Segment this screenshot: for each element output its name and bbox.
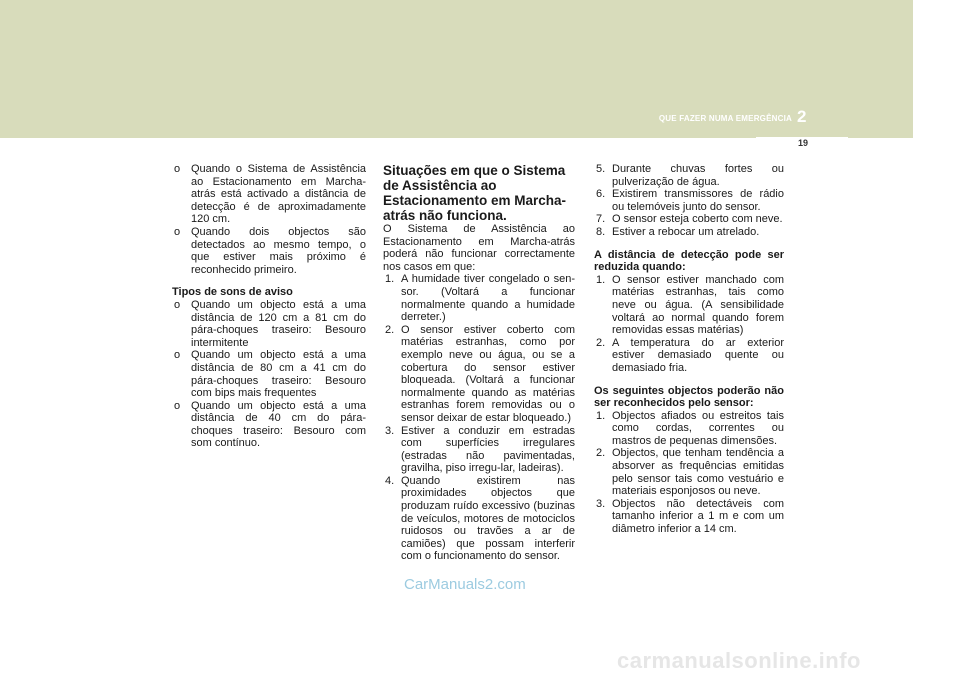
list-item-text: Quando dois objectos são detectados ao mesmo tempo, o que estiver mais próximo é reconhecido primeiro. (191, 225, 366, 276)
footer-watermark: carmanualsonline.info (617, 648, 861, 673)
list-item-text: O sensor estiver manchado com matérias estranhas, tais como neve ou água. (A sensibilidade voltará ao normal quando forem removidas essas matérias) (612, 273, 784, 337)
list-item (594, 337, 784, 375)
list-marker: 1. (596, 273, 606, 286)
list-item (594, 163, 784, 188)
section-title: QUE FAZER NUMA EMERGÊNCIA (658, 114, 792, 123)
intro-paragraph: O Sistema de Assistência ao Estacionamento em Marcha-atrás poderá não funcionar correctamente nos casos em que: (383, 223, 575, 273)
list-marker: 1. (385, 273, 395, 286)
list-item (594, 213, 784, 226)
list-item (594, 498, 784, 536)
list-item-text: Estiver a rebocar um atrelado. (612, 225, 760, 238)
unrecognized-objects-heading: Os seguintes objectos poderão não ser reconhecidos pelo sensor: (594, 384, 784, 410)
list-marker: o (174, 298, 181, 311)
list-item-text: Objectos, que tenham tendência a absorver as frequências emitidas pelo sensor tais como vestuário e materiais esponjosos ou neve. (612, 447, 784, 498)
list-marker: 1. (596, 409, 606, 422)
reduced-distance-heading: A distância de detecção pode ser reduzida quando: (594, 248, 784, 274)
list-marker: o (174, 349, 181, 362)
bullet-list-top (172, 163, 366, 276)
list-item-text: Objectos afiados ou estreitos tais como cordas, correntes ou mastros de pequenas dimensões. (612, 409, 784, 447)
list-item-text: Quando um objecto está a uma distância de 40 cm do pára-choques traseiro: Besouro com som contínuo. (191, 399, 366, 450)
numbered-list-unrecognized-objects (594, 410, 784, 536)
list-item-text: Objectos não detectáveis com tamanho inferior a 1 m e com um diâmetro inferior a 14 cm. (612, 497, 784, 536)
list-item (594, 410, 784, 448)
numbered-list-reduced-distance (594, 274, 784, 375)
column-1 (172, 163, 366, 450)
section-heading: Situações em que o Sistema de Assistência ao Estacionamento em Marcha-atrás não funciona. (383, 163, 567, 223)
numbered-list-continued (594, 163, 784, 239)
list-item-text: Quando um objecto está a uma distância de 80 cm a 41 cm do pára-choques traseiro: Besouro com bips mais frequentes (191, 349, 366, 400)
list-marker: 2. (596, 447, 606, 460)
list-item (594, 447, 784, 497)
list-item (594, 274, 784, 337)
list-item-text: A humidade tiver congelado o sen-sor. (Voltará a funcionar normalmente quando a humidade derreter.) (401, 273, 575, 324)
list-item (172, 299, 366, 349)
list-item-text: Quando o Sistema de Assistência ao Estacionamento em Marcha-atrás está activado a distância de detecção é de aproximadamente 120 cm. (191, 163, 366, 226)
list-item-text: A temperatura do ar exterior estiver demasiado quente ou demasiado fria. (612, 336, 784, 374)
list-marker: o (174, 225, 181, 238)
list-item-text: O sensor esteja coberto com neve. (612, 213, 783, 226)
section-number: 2 (797, 107, 807, 126)
list-item-text: O sensor estiver coberto com matérias estranhas, como por exemplo neve ou água, ou se a cobertura do sensor estiver bloqueada. (Voltará a funcionar normalmente quando as matérias estranhas forem removidas ou o sensor deixar de estar bloqueado.) (401, 323, 575, 424)
list-item (383, 324, 575, 425)
list-marker: 7. (596, 213, 606, 226)
list-marker: 5. (596, 163, 606, 175)
numbered-list (383, 273, 575, 563)
list-item (172, 349, 366, 399)
list-marker: 2. (596, 336, 606, 349)
column-3 (594, 163, 784, 536)
list-item-text: Durante chuvas fortes ou pulverização de água. (612, 163, 784, 188)
list-item (172, 400, 366, 450)
list-marker: 8. (596, 225, 606, 238)
bullet-list-warning-sounds (172, 299, 366, 450)
list-item-text: Quando um objecto está a uma distância de 120 cm a 81 cm do pára-choques traseiro: Besouro intermitente (191, 298, 366, 349)
list-item (172, 226, 366, 276)
list-item (383, 475, 575, 563)
list-marker: 2. (385, 323, 395, 336)
list-marker: 3. (596, 497, 606, 510)
page-number: 19 (797, 138, 808, 148)
list-item-text: Existirem transmissores de rádio ou telemóveis junto do sensor. (612, 188, 784, 213)
list-marker: o (174, 163, 181, 175)
header-band-gap (913, 0, 960, 138)
list-item-text: Estiver a conduzir em estradas com superfícies irregulares (estradas não pavimentadas, gravilha, piso irregu-lar, ladeiras). (401, 424, 575, 475)
list-item-text: Quando existirem nas proximidades objectos que produzam ruído excessivo (buzinas de veículos, motores de motociclos ruidosos ou travões a ar de camiões) que possam interferir com o funcionamento do sensor. (401, 474, 575, 563)
list-item (383, 273, 575, 323)
list-item (594, 226, 784, 239)
list-marker: 6. (596, 188, 606, 201)
list-marker: 4. (385, 474, 395, 487)
list-marker: o (174, 399, 181, 412)
list-item (383, 425, 575, 475)
list-item (594, 188, 784, 213)
column-2 (383, 163, 575, 563)
warning-sounds-heading: Tipos de sons de aviso (172, 286, 293, 299)
list-item (172, 163, 366, 226)
list-marker: 3. (385, 424, 395, 437)
carmanuals-watermark: CarManuals2.com (404, 576, 526, 593)
